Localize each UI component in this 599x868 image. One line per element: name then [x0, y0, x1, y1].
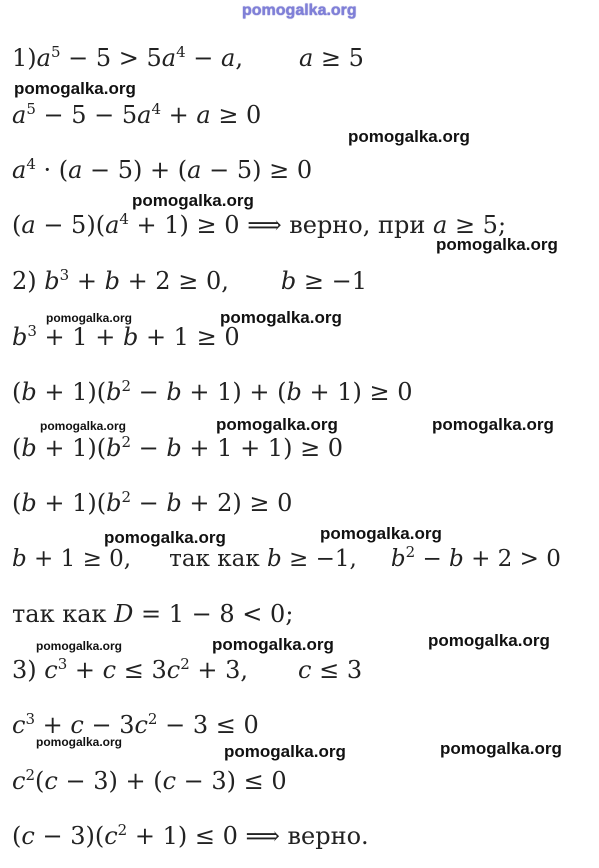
- math-line-10: b + 1 ≥ 0, так как b ≥ −1, $b^2 - b + 2 > 0$: [12, 543, 561, 572]
- math-line-9: $(b + 1)(b^2 - b + 2) \ge 0$: [12, 488, 293, 517]
- math-line-1: $1)a^5 - 5 > 5a^4 - a$, a ≥ 5: [12, 43, 364, 72]
- math-line-5: 2) $b^3 + b + 2 \ge 0$, b ≥ −1: [12, 266, 367, 295]
- watermark: pomogalka.org: [36, 735, 123, 749]
- watermark: pomogalka.org: [224, 742, 346, 761]
- math-line-13: $c^3 + c - 3c^2 - 3 \le 0$: [12, 710, 259, 739]
- watermark: pomogalka.org: [40, 419, 127, 433]
- math-line-8: $(b + 1)(b^2 - b + 1 + 1) \ge 0$: [12, 433, 344, 462]
- math-line-2: $a^5 - 5 - 5a^4 + a \ge 0$: [12, 100, 262, 129]
- math-line-7: $(b + 1)(b^2 - b + 1) + (b + 1) \ge 0$: [12, 377, 413, 406]
- math-line-12: 3) $c^3 + c \le 3c^2 + 3$, c ≤ 3: [12, 655, 363, 684]
- watermark: pomogalka.org: [440, 739, 562, 758]
- watermark: pomogalka.org: [220, 308, 342, 327]
- watermark: pomogalka.org: [348, 127, 470, 146]
- watermark: pomogalka.org: [104, 528, 226, 547]
- watermark: pomogalka.org: [212, 635, 334, 654]
- watermark: pomogalka.org: [216, 415, 338, 434]
- math-line-11: так как D = 1 − 8 < 0;: [12, 600, 294, 628]
- math-line-4: $(a - 5)(a^4 + 1) \ge 0$ ⟹ верно, при a ≥ 5;: [12, 210, 507, 239]
- math-line-6: $b^3 + 1 + b + 1 \ge 0$: [12, 322, 240, 351]
- watermark: pomogalka.org: [320, 524, 442, 543]
- watermark: pomogalka.org: [46, 311, 133, 325]
- watermark: pomogalka.org: [432, 415, 554, 434]
- math-line-14: $c^2(c - 3) + (c - 3) \le 0$: [12, 766, 287, 795]
- watermark: pomogalka.org: [436, 235, 558, 254]
- watermark: pomogalka.org: [36, 639, 123, 653]
- math-line-15: $(c - 3)(c^2 + 1) \le 0$ ⟹ верно.: [12, 821, 369, 850]
- watermark-header: pomogalka.org: [242, 2, 357, 19]
- watermark: pomogalka.org: [14, 79, 136, 98]
- watermark: pomogalka.org: [428, 631, 550, 650]
- math-line-3: $a^4 \cdot (a - 5) + (a - 5) \ge 0$: [12, 155, 313, 184]
- watermark: pomogalka.org: [132, 191, 254, 210]
